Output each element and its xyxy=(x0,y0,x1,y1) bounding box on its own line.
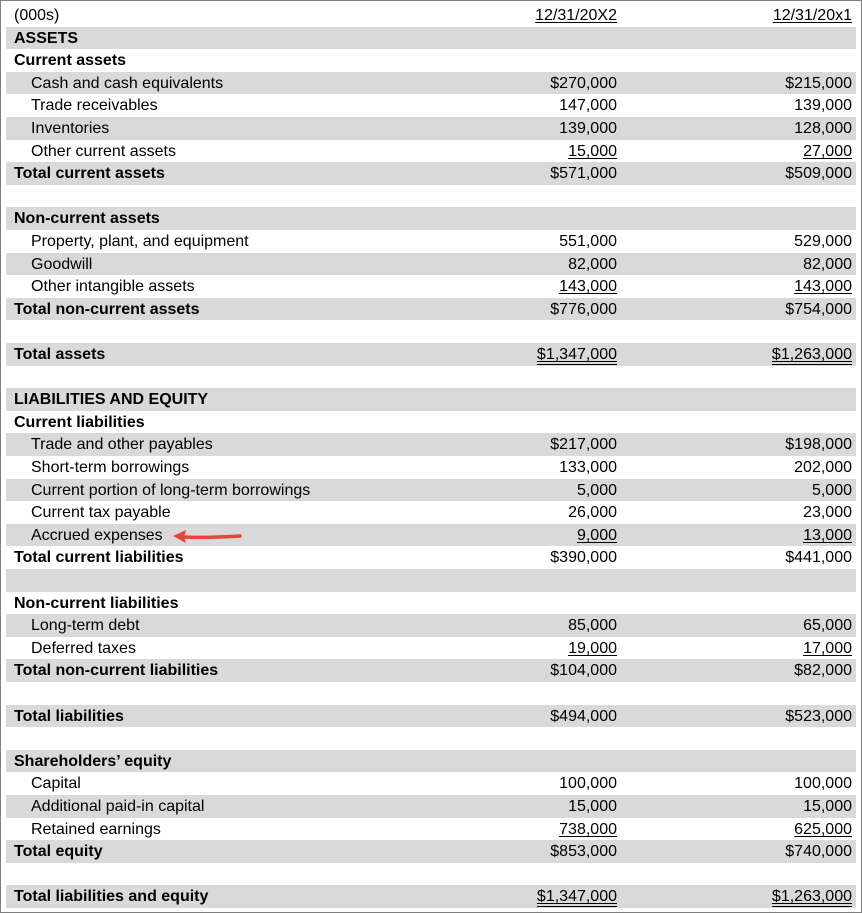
table-row xyxy=(6,795,856,818)
row-label: Additional paid-in capital xyxy=(31,798,205,815)
row-label: Total current liabilities xyxy=(14,549,184,567)
value-20x2: 85,000 xyxy=(568,617,617,635)
header-row xyxy=(6,4,856,27)
value-20x2: $571,000 xyxy=(550,165,617,183)
table-row xyxy=(6,275,856,298)
value-20x2: $776,000 xyxy=(550,300,617,318)
table-row xyxy=(6,501,856,524)
value-20x1: $754,000 xyxy=(785,300,852,318)
table-row xyxy=(6,117,856,140)
table-row xyxy=(6,388,856,411)
row-label: Current portion of long-term borrowings xyxy=(31,481,311,499)
value-20x2: 143,000 xyxy=(559,278,617,296)
row-label: Retained earnings xyxy=(31,820,161,838)
value-20x1: $1,263,000 xyxy=(771,346,852,363)
row-label: Capital xyxy=(31,775,81,793)
row-label: Current tax payable xyxy=(31,504,171,522)
table-row xyxy=(6,592,856,615)
row-label: Non-current assets xyxy=(14,210,160,228)
table-row xyxy=(6,818,856,841)
table-row xyxy=(6,750,856,773)
value-20x2: $217,000 xyxy=(550,436,617,454)
table-row xyxy=(6,343,856,366)
table-row xyxy=(6,298,856,321)
row-label: Non-current liabilities xyxy=(14,594,179,612)
value-20x2: 147,000 xyxy=(559,97,617,115)
value-20x2: $104,000 xyxy=(550,662,617,680)
value-20x1: $740,000 xyxy=(785,843,852,861)
value-20x1: $509,000 xyxy=(785,165,852,183)
value-20x2: 19,000 xyxy=(568,639,617,657)
value-20x2: 100,000 xyxy=(559,775,617,793)
value-20x1: 15,000 xyxy=(803,798,852,815)
row-label: Total liabilities and equity xyxy=(14,888,209,906)
table-row xyxy=(6,524,856,547)
row-label: Other current assets xyxy=(31,142,176,160)
value-20x2: $494,000 xyxy=(550,707,617,725)
value-20x2: 139,000 xyxy=(559,120,617,137)
value-20x2: 5,000 xyxy=(576,481,617,499)
value-20x2: 9,000 xyxy=(576,526,617,544)
row-label: Cash and cash equivalents xyxy=(31,74,224,92)
value-20x1: 139,000 xyxy=(794,97,852,115)
table-row xyxy=(6,185,856,208)
row-label: ASSETS xyxy=(14,29,79,47)
table-row xyxy=(6,230,856,253)
row-label: Trade and other payables xyxy=(31,436,213,454)
table-row xyxy=(6,433,856,456)
value-20x1: 202,000 xyxy=(794,459,852,476)
row-label: Current assets xyxy=(14,52,127,70)
row-label: Deferred taxes xyxy=(31,639,136,657)
table-row xyxy=(6,659,856,682)
table-row xyxy=(6,366,856,389)
row-label: Total non-current liabilities xyxy=(14,662,219,680)
value-20x1: $1,263,000 xyxy=(771,888,852,906)
value-20x2: $1,347,000 xyxy=(536,346,617,363)
table-row xyxy=(6,207,856,230)
row-label: Short-term borrowings xyxy=(31,459,190,476)
value-20x1: 27,000 xyxy=(803,142,852,160)
row-label: Long-term debt xyxy=(31,617,140,635)
table-row xyxy=(6,727,856,750)
table-row xyxy=(6,162,856,185)
table-row xyxy=(6,27,856,50)
table-row xyxy=(6,253,856,276)
row-label: Shareholders’ equity xyxy=(14,752,172,770)
table-row xyxy=(6,72,856,95)
value-20x1: $441,000 xyxy=(785,549,852,567)
value-20x1: 23,000 xyxy=(803,504,852,522)
row-label: Total liabilities xyxy=(14,707,124,725)
units-label: (000s) xyxy=(14,7,60,24)
row-label: Goodwill xyxy=(31,255,93,273)
value-20x1: $82,000 xyxy=(794,662,852,680)
value-20x1: 143,000 xyxy=(794,278,852,296)
table-row xyxy=(6,863,856,886)
value-20x2: $390,000 xyxy=(550,549,617,567)
column-header-20x2: 12/31/20X2 xyxy=(535,7,617,24)
value-20x1: 13,000 xyxy=(803,526,852,544)
table-row xyxy=(6,411,856,434)
arrow-head xyxy=(173,530,186,543)
value-20x2: 551,000 xyxy=(559,233,617,250)
table-row xyxy=(6,705,856,728)
value-20x1: 529,000 xyxy=(794,233,852,250)
row-label: LIABILITIES AND EQUITY xyxy=(14,391,209,409)
row-label: Total non-current assets xyxy=(14,300,200,318)
red-arrow-icon xyxy=(170,526,244,546)
table-row xyxy=(6,885,856,908)
table-row xyxy=(6,456,856,479)
table-row xyxy=(6,569,856,592)
value-20x2: $853,000 xyxy=(550,843,617,861)
table-row xyxy=(6,546,856,569)
row-label: Accrued expenses xyxy=(31,526,163,544)
row-label: Inventories xyxy=(31,120,110,137)
table-row xyxy=(6,49,856,72)
table-row xyxy=(6,320,856,343)
row-label: Property, plant, and equipment xyxy=(31,233,249,250)
value-20x2: 82,000 xyxy=(568,255,617,273)
value-20x2: 133,000 xyxy=(559,459,617,476)
table-row xyxy=(6,140,856,163)
row-label: Current liabilities xyxy=(14,413,145,431)
table-row xyxy=(6,682,856,705)
value-20x2: 26,000 xyxy=(568,504,617,522)
table-row xyxy=(6,614,856,637)
value-20x1: 82,000 xyxy=(803,255,852,273)
row-label: Total equity xyxy=(14,843,103,861)
value-20x2: 15,000 xyxy=(568,142,617,160)
table-row xyxy=(6,637,856,660)
table-row xyxy=(6,840,856,863)
value-20x1: 17,000 xyxy=(803,639,852,657)
value-20x1: 128,000 xyxy=(794,120,852,137)
value-20x1: $523,000 xyxy=(785,707,852,725)
value-20x2: $1,347,000 xyxy=(536,888,617,906)
arrow-shaft xyxy=(184,536,240,537)
value-20x1: 65,000 xyxy=(803,617,852,635)
column-header-20x1: 12/31/20x1 xyxy=(772,7,852,24)
table-row xyxy=(6,772,856,795)
table-row xyxy=(6,94,856,117)
value-20x1: 100,000 xyxy=(794,775,852,793)
value-20x1: $215,000 xyxy=(785,74,852,92)
value-20x2: 738,000 xyxy=(559,820,617,838)
value-20x1: 625,000 xyxy=(794,820,852,838)
value-20x2: $270,000 xyxy=(550,74,617,92)
value-20x2: 15,000 xyxy=(568,798,617,815)
value-20x1: 5,000 xyxy=(811,481,852,499)
value-20x1: $198,000 xyxy=(785,436,852,454)
row-label: Trade receivables xyxy=(31,97,158,115)
row-label: Total assets xyxy=(14,346,106,363)
table-row xyxy=(6,479,856,502)
row-label: Total current assets xyxy=(14,165,165,183)
row-label: Other intangible assets xyxy=(31,278,195,296)
